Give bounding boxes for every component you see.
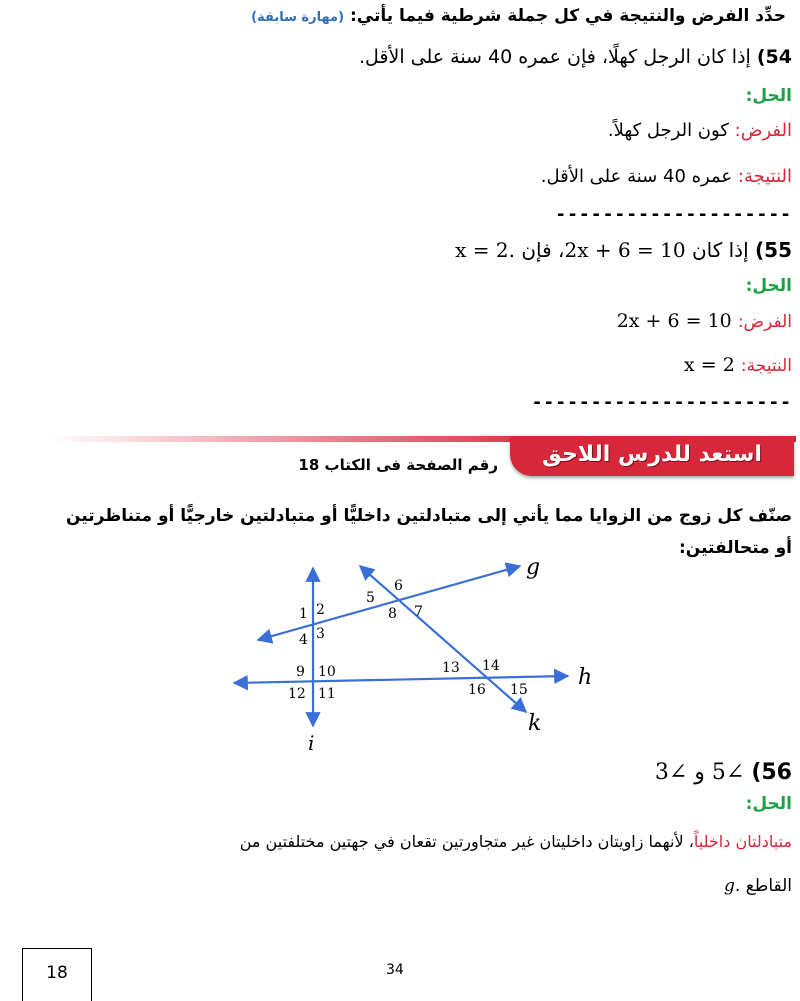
skill-tag: (مهارة سابقة) <box>251 10 345 25</box>
q56-answer-text: ، لأنهما زاويتان داخليتان غير متجاورتين تقعان في جهتين مختلفتين من <box>239 832 694 851</box>
q55-then: ، فإن <box>521 238 565 262</box>
page-ref-label: رقم الصفحة فى الكتاب <box>324 456 498 474</box>
label-g: g <box>526 560 541 580</box>
banner-title: استعد للدرس اللاحق <box>542 442 762 467</box>
q55-conclusion-label: النتيجة: <box>740 356 792 376</box>
q54-hypothesis-label: الفرض: <box>734 120 792 141</box>
exercise-prompt-line2: أو متحالفتين: <box>678 538 792 558</box>
instruction-line <box>251 6 786 26</box>
page-number-box <box>22 948 92 1001</box>
line-g <box>258 566 520 640</box>
q56-answer-line2 <box>724 876 792 896</box>
page-ref <box>298 456 498 474</box>
q56-statement <box>655 760 792 785</box>
exercise-prompt-line1: صنّف كل زوج من الزوايا مما يأتي إلى متبادلتين داخليًّا أو متبادلتين خارجيًّا أو متناظرتين <box>66 506 792 526</box>
q55-equation: 2x + 6 = 10 <box>564 238 686 262</box>
q54-hypothesis <box>608 120 792 141</box>
angle-14: 14 <box>482 658 500 674</box>
angle-11: 11 <box>318 686 336 702</box>
angle-6: 6 <box>394 578 403 594</box>
label-k: k <box>528 711 542 736</box>
angle-1: 1 <box>299 606 308 622</box>
banner-tab <box>510 436 794 476</box>
q55-statement <box>455 238 792 262</box>
q55-hypothesis <box>617 310 792 332</box>
q55-hypothesis-math: 2x + 6 = 10 <box>616 310 732 332</box>
q56-answer-term: متبادلتان داخلياً <box>693 832 792 851</box>
q54-conclusion-text: عمره 40 سنة على الأقل. <box>540 166 733 187</box>
q56-answer-word: القاطع <box>745 876 792 896</box>
label-i: i <box>308 731 315 755</box>
angle-7: 7 <box>414 604 423 620</box>
q56-number: 56) <box>751 760 792 785</box>
angle-12: 12 <box>288 686 306 702</box>
q55-result: x = 2. <box>455 238 515 262</box>
angle-5: 5 <box>366 590 375 606</box>
q54-solution-label: الحل: <box>745 86 792 106</box>
page-ref-number: 18 <box>298 456 320 474</box>
q55-conclusion <box>684 354 792 376</box>
center-page-number: 34 <box>386 962 404 978</box>
angle-8: 8 <box>388 606 397 622</box>
page-number-box-text: 18 <box>46 963 68 983</box>
angle-15: 15 <box>510 682 528 698</box>
q54-text: إذا كان الرجل كهلًا، فإن عمره 40 سنة على الأقل. <box>358 46 751 68</box>
q55-hypothesis-label: الفرض: <box>737 312 792 332</box>
angle-2: 2 <box>316 602 325 618</box>
angle-4: 4 <box>299 632 308 648</box>
q56-answer-line1 <box>240 832 792 851</box>
instruction-text: حدِّد الفرض والنتيجة في كل جملة شرطية فيما يأتي: <box>349 6 786 26</box>
angle-13: 13 <box>442 660 460 676</box>
angle-10: 10 <box>318 664 336 680</box>
q56-angle-b: ∠3 <box>654 760 688 785</box>
q54-divider: -------------------- <box>555 204 792 225</box>
angles-diagram <box>224 560 624 756</box>
angle-3: 3 <box>316 626 325 642</box>
q56-angle-a: ∠5 <box>711 760 745 785</box>
q54-conclusion <box>541 166 792 187</box>
angle-9: 9 <box>296 664 305 680</box>
angle-16: 16 <box>468 682 486 698</box>
label-h: h <box>578 665 593 690</box>
q54-hypothesis-text: كون الرجل كهلاً. <box>607 120 729 141</box>
q54-number: 54) <box>756 46 792 68</box>
q56-and: و <box>694 760 705 785</box>
q54-statement <box>359 46 792 68</box>
q56-answer-var: g. <box>724 876 741 896</box>
q55-number: 55) <box>755 238 792 262</box>
q56-solution-label: الحل: <box>745 794 792 814</box>
q55-solution-label: الحل: <box>745 276 792 296</box>
q55-divider: ---------------------- <box>531 392 792 413</box>
q54-conclusion-label: النتيجة: <box>737 166 792 187</box>
q55-conclusion-math: x = 2 <box>684 354 735 376</box>
q55-if: إذا كان <box>691 238 749 262</box>
